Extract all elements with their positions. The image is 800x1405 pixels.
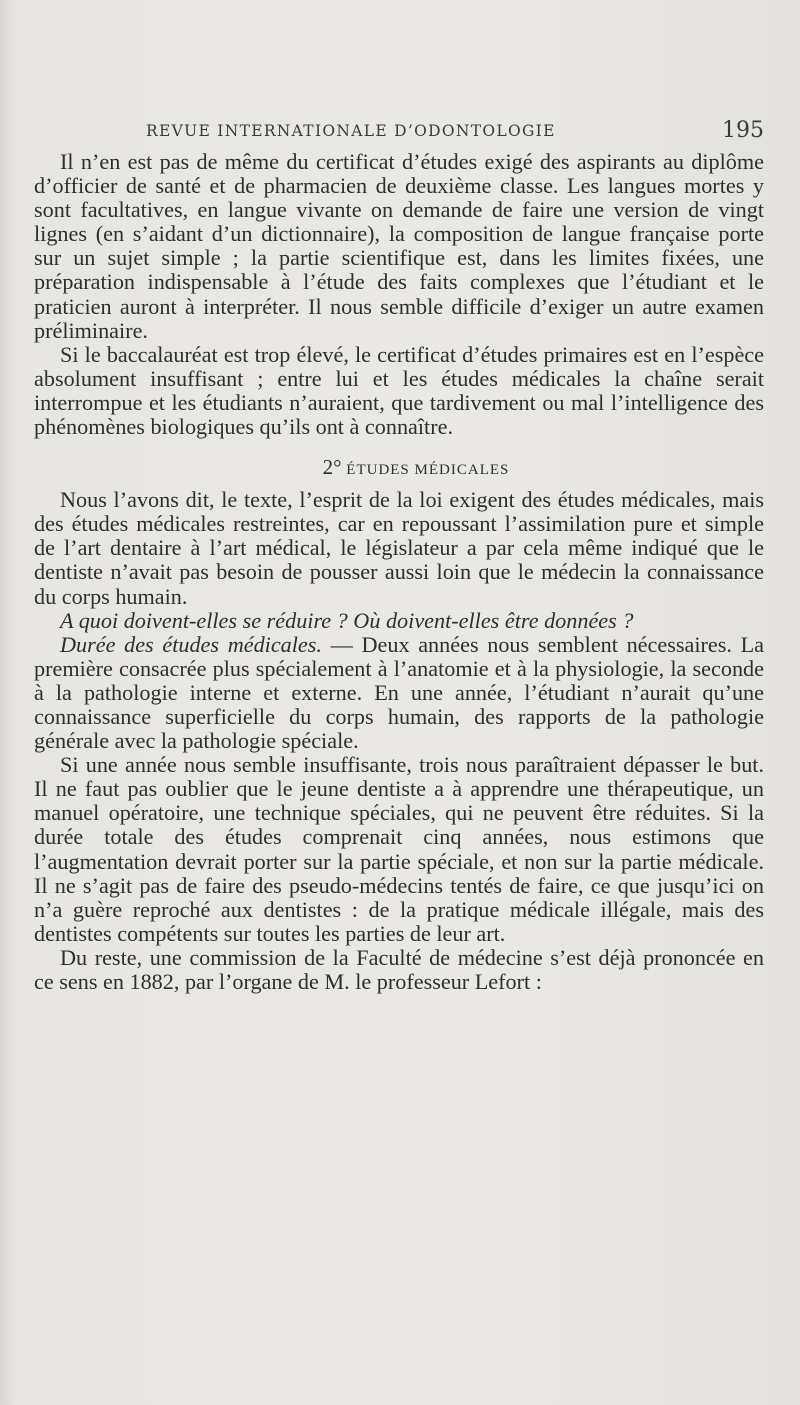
section-title: ÉTUDES MÉDICALES xyxy=(346,462,510,479)
paragraph-certificat: Il n’en est pas de même du certificat d’études exigé des aspirants au diplôme d’officier de santé et de pharmacien de deuxième classe. Les langues mortes y sont facultatives, en langue vivante on demande de faire une version de vingt lignes (en s’aidant d’un dictionnaire), la composition de langue française porte sur un sujet simple ; la partie scientifique est, dans les limites fixées, une préparation indispensable à l’étude des faits complexes que l’étudiant et le praticien auront à interpréter. Il nous semble difficile d’exiger un autre examen préliminaire. xyxy=(34,149,764,343)
page-number: 195 xyxy=(722,118,764,143)
paragraph-loi: Nous l’avons dit, le texte, l’esprit de la loi exigent des études médicales, mais des études médicales restreintes, car en repoussant l’assimilation pure et simple de l’art dentaire à l’art médical, le législateur a par cela même indiqué que le dentiste n’avait pas besoin de pousser aussi loin que le médecin la connaissance du corps humain. xyxy=(34,487,764,609)
duree-rest: — Deux années nous semblent nécessaires. La première consacrée plus spécialement à l’anatomie et à la physiologie, la seconde à la pathologie interne et externe. En une année, l’étudiant n’aurait qu’une connaissance superficielle du corps humain, des rapports de la pathologie générale avec la pathologie spéciale. xyxy=(34,631,764,754)
running-head xyxy=(34,118,764,146)
section-number: 2° xyxy=(322,455,342,480)
running-title: REVUE INTERNATIONALE D’ODONTOLOGIE xyxy=(146,122,556,140)
paragraph-duree xyxy=(34,633,764,753)
duree-lead: Durée des études médicales. xyxy=(60,631,322,657)
paragraph-annee: Si une année nous semble insuffisante, trois nous paraîtraient dépasser le but. Il ne faut pas oublier que le jeune dentiste a à apprendre une thérapeutique, un manuel opératoire, une technique spéciales, qui ne peuvent être réduites. Si la durée totale des études comprenait cinq années, nous estimons que l’augmentation devrait porter sur la partie spéciale, et non sur la partie médicale. Il ne s’agit pas de faire des pseudo-médecins tentés de faire, ce que jusqu’ici on n’a guère reproché aux dentistes : de la pratique médicale illégale, mais des dentistes compétents sur toutes les parties de leur art. xyxy=(34,752,764,946)
paragraph-commission: Du reste, une commission de la Faculté de médecine s’est déjà prononcée en ce sens en 1882, par l’organe de M. le professeur Lefort : xyxy=(34,944,764,994)
body-text xyxy=(34,150,764,994)
paragraph-baccalaureat: Si le baccalauréat est trop élevé, le certificat d’études primaires est en l’espèce absolument insuffisant ; entre lui et les études médicales la chaîne serait interrompue et les étudiants n’auraient, que tardivement ou mal l’intelligence des phénomènes biologiques qu’ils ont à connaître. xyxy=(34,341,764,440)
paragraph-question: A quoi doivent-elles se réduire ? Où doivent-elles être données ? xyxy=(60,607,634,633)
section-heading xyxy=(34,457,764,480)
